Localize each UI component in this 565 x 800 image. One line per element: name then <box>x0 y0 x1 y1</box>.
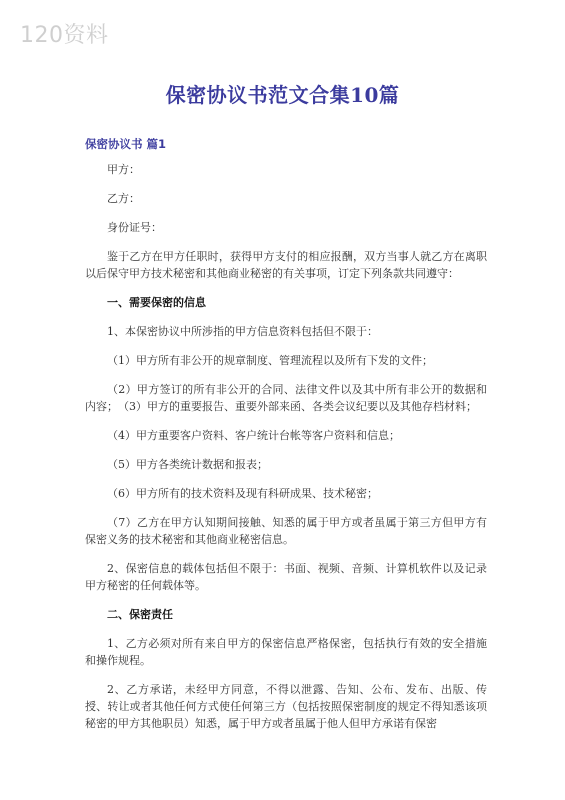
party-a-line: 甲方： <box>107 163 140 176</box>
section-title: 保密协议书 篇1 <box>85 137 167 151</box>
item-6: （6）甲方所有的技术资料及现有科研成果、技术秘密； <box>107 487 378 500</box>
party-b-line: 乙方： <box>107 192 140 205</box>
watermark: 120资料 <box>20 23 109 48</box>
intro-paragraph: 鉴于乙方在甲方任职时，获得甲方支付的相应报酬，双方当事人就乙方在离职以后保守甲方技术秘密和其他商业秘密的有关事项，订定下列条款共同遵守： <box>85 250 487 280</box>
item-5: （5）甲方各类统计数据和报表； <box>107 458 268 471</box>
paragraph-info-scope: 1、本保密协议中所涉指的甲方信息资料包括但不限于： <box>107 325 378 338</box>
document-body <box>85 161 487 732</box>
document-title: 保密协议书范文合集10篇 <box>165 83 400 107</box>
heading-confidential-info: 一、需要保密的信息 <box>107 296 206 309</box>
duty-2: 2、乙方承诺，未经甲方同意，不得以泄露、告知、公布、发布、出版、传授、转让或者其他任何方式使任何第三方（包括按照保密制度的规定不得知悉该项秘密的甲方其他职员）知悉，属于甲方或者虽属于他人但甲方承诺有保密 <box>85 683 487 730</box>
item-2-3: （2）甲方签订的所有非公开的合同、法律文件以及其中所有非公开的数据和内容； （3）甲方的重要报告、重要外部来函、各类会议纪要以及其他存档材料； <box>85 383 487 413</box>
id-number-line: 身份证号： <box>107 221 162 234</box>
heading-confidential-duty: 二、保密责任 <box>107 608 173 621</box>
item-1: （1）甲方所有非公开的规章制度、管理流程以及所有下发的文件； <box>107 354 433 367</box>
paragraph-info-carrier: 2、保密信息的载体包括但不限于：书面、视频、音频、计算机软件以及记录甲方秘密的任何载体等。 <box>85 562 487 592</box>
item-4: （4）甲方重要客户资料、客户统计台帐等客户资料和信息； <box>107 429 400 442</box>
duty-1: 1、乙方必须对所有来自甲方的保密信息严格保密，包括执行有效的安全措施和操作规程。 <box>85 637 487 667</box>
item-7: （7）乙方在甲方认知期间接触、知悉的属于甲方或者虽属于第三方但甲方有保密义务的技术秘密和其他商业秘密信息。 <box>85 516 487 546</box>
